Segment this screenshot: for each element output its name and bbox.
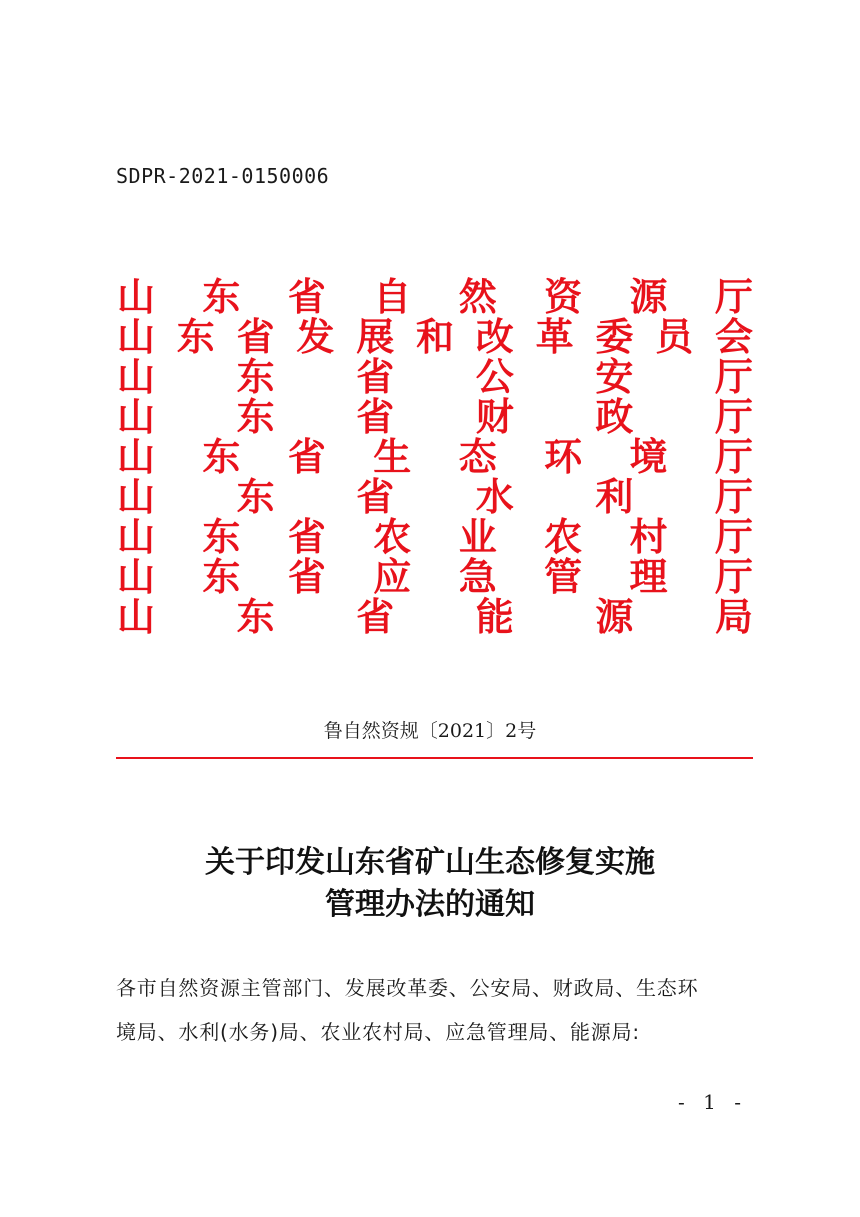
issuer-row [117,274,753,319]
issuer-char: 东 [236,394,275,439]
issuer-char: 源 [629,274,668,319]
issuing-authorities-header [117,274,753,639]
issuer-char: 省 [356,394,395,439]
issuer-char: 公 [475,354,514,399]
document-title [0,842,860,926]
issuer-char: 山 [117,514,156,559]
issuer-char: 员 [655,314,694,359]
issuer-char: 厅 [714,394,753,439]
issuer-char: 急 [458,554,497,599]
title-line-2: 管理办法的通知 [325,887,535,922]
document-number: 鲁自然资规〔2021〕2号 [323,720,537,742]
issuer-char: 会 [714,314,753,359]
issuer-char: 厅 [714,274,753,319]
addressee-line-1: 各市自然资源主管部门、发展改革委、公安局、财政局、生态环 [116,976,699,1000]
issuer-char: 委 [595,314,634,359]
issuer-char: 源 [595,594,634,639]
issuer-row [117,594,753,639]
issuer-char: 省 [287,554,326,599]
issuer-char: 生 [373,434,412,479]
issuer-char: 东 [236,474,275,519]
issuer-char: 农 [544,514,583,559]
issuer-char: 局 [714,594,753,639]
issuer-char: 省 [287,274,326,319]
issuer-char: 省 [356,594,395,639]
issuer-row [117,394,753,439]
document-code: SDPR-2021-0150006 [116,164,330,188]
issuer-char: 东 [236,354,275,399]
issuer-char: 山 [117,354,156,399]
issuer-char: 东 [202,434,241,479]
issuer-char: 山 [117,274,156,319]
issuer-row [117,354,753,399]
issuer-row [117,434,753,479]
red-divider-line [116,757,753,759]
addressee [116,966,756,1054]
issuer-row [117,474,753,519]
issuer-char: 管 [544,554,583,599]
issuer-row [117,514,753,559]
issuer-char: 水 [475,474,514,519]
issuer-char: 山 [117,554,156,599]
issuer-char: 东 [202,514,241,559]
issuer-row [117,314,753,359]
issuer-char: 省 [287,514,326,559]
issuer-char: 政 [595,394,634,439]
issuer-char: 能 [475,594,514,639]
issuer-char: 山 [117,314,156,359]
issuer-char: 环 [544,434,583,479]
issuer-char: 东 [236,594,275,639]
issuer-char: 山 [117,394,156,439]
issuer-char: 发 [296,314,335,359]
addressee-line-2: 境局、水利(水务)局、农业农村局、应急管理局、能源局: [116,1020,640,1044]
issuer-char: 自 [373,274,412,319]
issuer-char: 省 [356,354,395,399]
issuer-char: 东 [202,274,241,319]
issuer-char: 展 [356,314,395,359]
issuer-char: 财 [475,394,514,439]
issuer-char: 东 [202,554,241,599]
issuer-char: 态 [458,434,497,479]
issuer-char: 厅 [714,514,753,559]
issuer-char: 革 [535,314,574,359]
issuer-char: 东 [176,314,215,359]
issuer-row [117,554,753,599]
issuer-char: 应 [373,554,412,599]
issuer-char: 村 [629,514,668,559]
issuer-char: 理 [629,554,668,599]
issuer-char: 厅 [714,434,753,479]
page-number: - 1 - [678,1090,747,1114]
issuer-char: 和 [415,314,454,359]
issuer-char: 资 [544,274,583,319]
issuer-char: 然 [458,274,497,319]
issuer-char: 厅 [714,554,753,599]
issuer-char: 厅 [714,354,753,399]
issuer-char: 境 [629,434,668,479]
issuer-char: 省 [236,314,275,359]
issuer-char: 省 [356,474,395,519]
issuer-char: 厅 [714,474,753,519]
issuer-char: 利 [595,474,634,519]
issuer-char: 山 [117,434,156,479]
title-line-1: 关于印发山东省矿山生态修复实施 [205,845,655,880]
issuer-char: 业 [458,514,497,559]
issuer-char: 改 [475,314,514,359]
issuer-char: 山 [117,594,156,639]
issuer-char: 安 [595,354,634,399]
issuer-char: 农 [373,514,412,559]
issuer-char: 山 [117,474,156,519]
issuer-char: 省 [287,434,326,479]
